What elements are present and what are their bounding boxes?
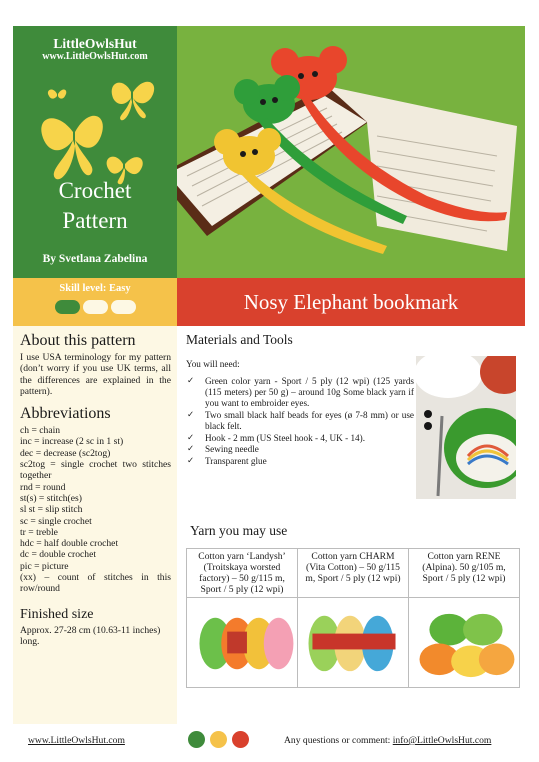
yarn-photo-rene bbox=[409, 598, 520, 688]
footer-email-link[interactable]: info@LittleOwlsHut.com bbox=[392, 735, 492, 746]
checkmark-icon: ✓ bbox=[187, 376, 195, 386]
list-item: ✓ Transparent glue bbox=[187, 456, 267, 467]
yarn-photo-charm bbox=[298, 598, 409, 688]
table-row bbox=[187, 598, 520, 688]
about-text: I use USA terminology for my pattern (don’t worry if you use UK terms, all the differences are explained in the pattern). bbox=[20, 352, 171, 397]
list-item: st(s) = stitch(es) bbox=[20, 492, 82, 504]
skill-level-strip bbox=[13, 278, 177, 326]
yarn-description: Cotton yarn CHARM (Vita Cotton) – 50 g/115 m, Sport / 5 ply (12 wpi) bbox=[298, 549, 409, 598]
list-item: rnd = round bbox=[20, 481, 66, 493]
materials-list bbox=[186, 376, 414, 468]
skill-bar-filled bbox=[55, 300, 80, 314]
list-item: sl st = slip stitch bbox=[20, 504, 83, 516]
materials-photo bbox=[416, 356, 516, 499]
brand-url: www.LittleOwlsHut.com bbox=[42, 51, 148, 62]
footer-contact bbox=[284, 735, 491, 746]
checkmark-icon: ✓ bbox=[187, 409, 195, 420]
skill-level: Skill level: Easy bbox=[59, 283, 131, 294]
list-item: ch = chain bbox=[20, 425, 61, 437]
brand-name: LittleOwlsHut bbox=[53, 36, 137, 51]
yarn-description: Cotton yarn RENE (Alpina). 50 g/105 m, Sport / 5 ply (12 wpi) bbox=[409, 549, 520, 598]
list-item: sc2tog = single crochet two stitches together bbox=[20, 459, 171, 482]
skill-level-bars bbox=[55, 300, 136, 314]
green-dot bbox=[188, 731, 205, 748]
yellow-dot bbox=[210, 731, 227, 748]
bookmark-photo bbox=[177, 26, 525, 278]
pattern-name: Nosy Elephant bookmark bbox=[177, 278, 525, 326]
yarn-heading: Yarn you may use bbox=[190, 523, 288, 538]
list-item: ✓ Sewing needle bbox=[187, 444, 259, 455]
list-item: hdc = half double crochet bbox=[20, 538, 119, 550]
list-item: sc = single crochet bbox=[20, 515, 92, 527]
checkmark-icon: ✓ bbox=[187, 432, 195, 443]
abbreviations-list bbox=[20, 425, 171, 594]
pattern-type-title: Crochet Pattern bbox=[58, 178, 132, 233]
left-column bbox=[13, 326, 177, 724]
materials-intro: You will need: bbox=[186, 359, 240, 369]
right-column bbox=[177, 326, 525, 724]
list-item: tr = treble bbox=[20, 526, 58, 538]
yarn-description: Cotton yarn ‘Landysh’ (Troitskaya worsted factory) – 50 g/115 m, Sport / 5 ply (12 wpi) bbox=[187, 549, 298, 598]
color-dots bbox=[188, 731, 249, 748]
materials-heading: Materials and Tools bbox=[186, 332, 293, 347]
checkmark-icon: ✓ bbox=[187, 444, 195, 455]
list-item: dec = decrease (sc2tog) bbox=[20, 447, 111, 459]
finished-size-heading: Finished size bbox=[20, 606, 94, 622]
footer-site-link[interactable]: www.LittleOwlsHut.com bbox=[28, 735, 125, 746]
yarn-table bbox=[186, 548, 520, 688]
skill-bar-empty bbox=[111, 300, 136, 314]
header-green-panel bbox=[13, 26, 177, 278]
about-heading: About this pattern bbox=[20, 332, 136, 349]
table-row bbox=[187, 549, 520, 598]
red-dot bbox=[232, 731, 249, 748]
list-item: ✓ Two small black half beads for eyes (ø 7-8 mm) or use black felt. bbox=[187, 409, 414, 431]
list-item: ✓ Green color yarn - Sport / 5 ply (12 wpi) (125 yards (115 meters) per 50 g) – around 10g Some black yarn if you want to embroider eyes. bbox=[187, 376, 414, 408]
author: By Svetlana Zabelina bbox=[42, 253, 148, 265]
abbreviations-heading: Abbreviations bbox=[20, 405, 111, 423]
list-item: inc = increase (2 sc in 1 st) bbox=[20, 436, 124, 448]
list-item: (xx) – count of stitches in this row/round bbox=[20, 572, 171, 595]
yarn-photo-landysh bbox=[187, 598, 298, 688]
finished-size-text: Approx. 27-28 cm (10.63-11 inches) long. bbox=[20, 624, 161, 647]
butterflies-logo bbox=[27, 70, 167, 190]
list-item: ✓ Hook - 2 mm (US Steel hook - 4, UK - 14). bbox=[187, 432, 366, 443]
list-item: dc = double crochet bbox=[20, 549, 97, 561]
list-item: pic = picture bbox=[20, 560, 69, 572]
footer-question: Any questions or comment: bbox=[284, 735, 391, 746]
checkmark-icon: ✓ bbox=[187, 456, 195, 467]
skill-bar-empty bbox=[83, 300, 108, 314]
